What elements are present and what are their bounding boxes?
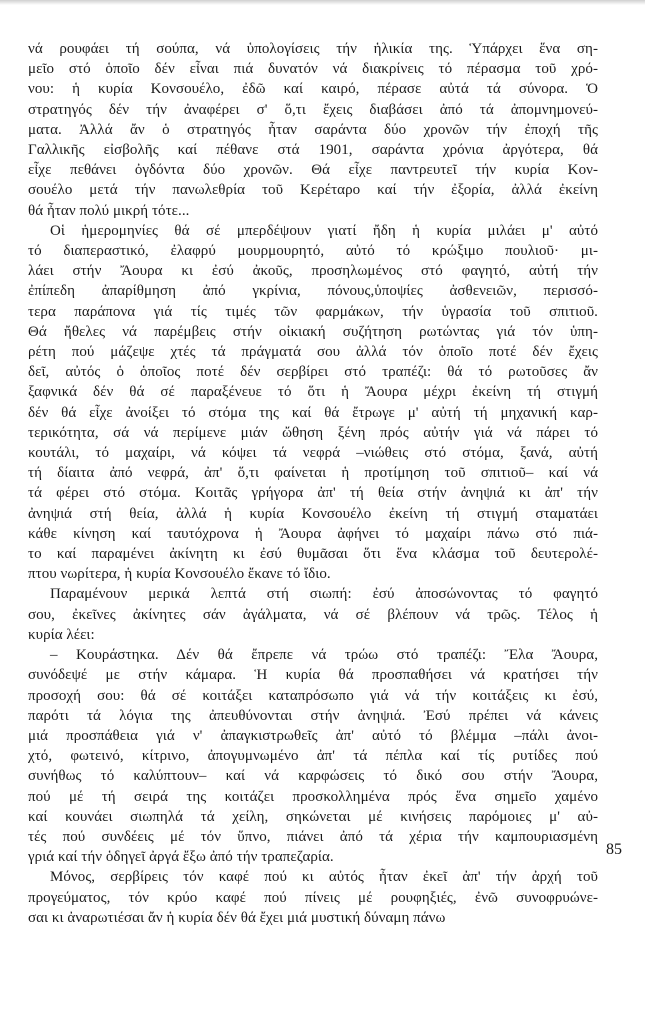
text-line: ματα. Ἀλλά ἄν ὁ στρατηγός ἦταν σαράντα δύο χρονῶν τήν ἐποχή τῆς (28, 121, 598, 138)
text-line: ἀνηψιά στή θεία, ἀλλά ἡ κυρία Κονσουέλο ἐκείνη τή στιγμή σταματάει (28, 505, 598, 522)
text-line: στρατηγός δέν τήν ἀναφέρει σ' ὅ,τι ἔχεις διαβάσει ἀπό τά ἀπομνημονεύ- (28, 101, 598, 118)
text-line: νου: ἡ κυρία Κονσουέλο, ἐδῶ καί καιρό, πέρασε αὐτά τά σύνορα. Ὁ (28, 81, 598, 98)
text-line: ξαφνικά δέν θά σέ παραξένευε τό ὅτι ἡ Ἄουρα μέχρι ἐκείνη τή στιγμή (28, 384, 598, 401)
page-top-edge (0, 0, 645, 5)
paragraph (28, 221, 598, 585)
text-line: συνήθως τό καλύπτουν– καί νά καρφώσεις τό δικό σου στήν Ἄουρα, (28, 768, 598, 785)
text-line: πτου νωρίτερα, ἡ κυρία Κονσουέλο ἔκανε τό ἴδιο. (28, 566, 331, 583)
text-line: παρότι τά λόγια της ἀπευθύνονται στήν ἀνηψιά. Ἐσύ πρέπει νά κάνεις (28, 707, 598, 724)
text-line: συνόδεψέ με στήν κάμαρα. Ἡ κυρία θά προσπαθήσει νά κρατήσει τήν (28, 667, 598, 684)
text-line: γριά καί τήν ὁδηγεῖ ἀργά ἔξω ἀπό τήν τραπεζαρία. (28, 849, 334, 866)
text-line: ἐπίπεδη ἀπαρίθμηση ἀπό γκρίνια, πόνους,ὑποψίες ἀσθενειῶν, περισσό- (28, 283, 598, 300)
text-line: λάει στήν Ἄουρα κι ἐσύ ἀκοῦς, προσηλωμένος στό φαγητό, αὐτή τήν (28, 263, 598, 280)
text-line: σαι κι ἀναρωτιέσαι ἄν ἡ κυρία δέν θά ἔχει μιά μυστική δύναμη πάνω (28, 909, 446, 926)
text-line: – Κουράστηκα. Δέν θά ἔπρεπε νά τρώω στό τραπέζι: Ἔλα Ἄουρα, (50, 647, 598, 664)
text-line: κουτάλι, τό μαχαίρι, νά κόψει τά νεφρά –νιώθεις στό στόμα, ξανά, αὐτή (28, 445, 598, 462)
text-line: σουέλο μετά τήν πανωλεθρία τοῦ Κερέταρο καί τήν ἐξορία, ἀλλά ἐκείνη (28, 182, 598, 199)
text-line: Παραμένουν μερικά λεπτά στή σιωπή: ἐσύ ἀποσώνοντας τό φαγητό (50, 586, 598, 603)
text-line: νά ρουφάει τή σούπα, νά ὑπολογίσεις τήν ἡλικία της. Ὑπάρχει ἕνα ση- (28, 41, 598, 57)
text-line: Γαλλικῆς εἰσβολῆς καί πέθανε στά 1901, σαράντα χρόνια ἀργότερα, θά (28, 142, 598, 159)
text-line: χτό, φωτεινό, κίτρινο, ἀπογυμνωμένο ἀπ' τά πέπλα καί τίς ρυτίδες πού (28, 748, 598, 765)
text-line: Θά ἤθελες νά παρέμβεις στήν οἰκιακή συζήτηση ρωτώντας γιά τόν ὑπη- (28, 323, 598, 340)
text-line: σου, ἐκεῖνες ἀκίνητες σάν ἀγάλματα, νά σέ βλέπουν νά τρῶς. Τέλος ἡ (28, 606, 598, 623)
text-line: μεῖο στό ὁποῖο δέν εἶναι πιά δυνατόν νά διακρίνεις τό πέρασμα τοῦ χρό- (28, 61, 598, 78)
text-line: Μόνος, σερβίρεις τόν καφέ πού κι αὐτός ἦταν ἐκεῖ ἀπ' τήν ἀρχή τοῦ (50, 869, 598, 886)
text-line: ρέτη πού μάζεψε χτές τά πράγματά σου ἀλλά τόν ὁποῖο ποτέ δέν ἔχεις (28, 344, 598, 361)
text-line: Οἱ ἡμερομηνίες θά σέ μπερδέψουν γιατί ἤδη ἡ κυρία μιλάει μ' αὐτό (50, 222, 598, 239)
text-line: προσοχή σου: θά σέ κοιτάξει καταπρόσωπο γιά νά τήν κοιτάξεις κι ἐσύ, (28, 687, 598, 704)
paragraph (28, 584, 598, 645)
text-line: κάθε κίνηση καί ταυτόχρονα ἡ Ἄουρα ἀφήνει τό μαχαίρι πάνω στό πιά- (28, 525, 598, 542)
book-page-text (28, 39, 598, 928)
text-line: προγεύματος, τόν κρύο καφέ πού πίνεις μέ ρουφηξιές, ἐνῶ συνοφρυώνε- (28, 889, 598, 906)
text-line: καί κουνάει σιωπηλά τά χείλη, σηκώνεται μέ κινήσεις παρόμοιες μ' αὐ- (28, 808, 598, 825)
text-line: τερα παράπονα γιά τίς τιμές τῶν φαρμάκων, τήν ὑγρασία τοῦ σπιτιοῦ. (28, 303, 598, 320)
text-line: δέν θά εἶχε ἀνοίξει τό στόμα της καί θά ἔτρωγε μ' αὐτή τή μηχανική καρ- (28, 404, 598, 421)
text-line: τές πού συνδέεις μέ τόν ὕπνο, πιάνει ἀπό τά χέρια τήν καμπουριασμένη (28, 828, 598, 845)
text-line: το καί παραμένει ἀκίνητη κι ἐσύ θυμᾶσαι ὅτι ἕνα κλάσμα τοῦ δευτερολέ- (28, 546, 598, 563)
paragraph (28, 645, 598, 867)
text-line: κυρία λέει: (28, 626, 95, 643)
text-line: δεῖ, αὐτός ὁ ὁποῖος ποτέ δέν σερβίρει στό τραπέζι: θά τό ρωτοῦσες ἄν (28, 364, 598, 381)
text-line: τερικότητα, σά νά περίμενε μιάν ὤθηση ξένη πρός αὐτήν γιά νά πάρει τό (28, 424, 598, 441)
text-line: εἶχε πεθάνει ὀγδόντα δύο χρονῶν. Θά εἶχε παντρευτεῖ τήν κυρία Κον- (28, 162, 598, 179)
text-line: θά ἦταν πολύ μικρή τότε... (28, 202, 190, 219)
text-line: πού μέ τή σειρά της κοιτάζει προσκολλημένα πρός ἕνα σημεῖο χαμένο (28, 788, 598, 805)
paragraph (28, 39, 598, 221)
text-line: τή δίαιτα ἀπό νεφρά, ἀπ' ὅ,τι φαίνεται ἡ προτίμηση τοῦ σπιτιοῦ– καί νά (28, 465, 598, 482)
text-line: μιά προσπάθεια γιά ν' ἀπαγκιστρωθεῖς ἀπ' αὐτό τό βλέμμα –πάλι ἀνοι- (28, 727, 598, 744)
paragraph (28, 867, 598, 928)
text-line: τό διαπεραστικό, ἐλαφρύ μουρμουρητό, αὐτό τό κρώξιμο πουλιοῦ· μι- (28, 243, 598, 260)
text-line: τά φέρει στό στόμα. Κοιτᾶς γρήγορα ἀπ' τή θεία στήν ἀνηψιά κι ἀπ' τήν (28, 485, 598, 502)
page-number: 85 (606, 841, 622, 858)
